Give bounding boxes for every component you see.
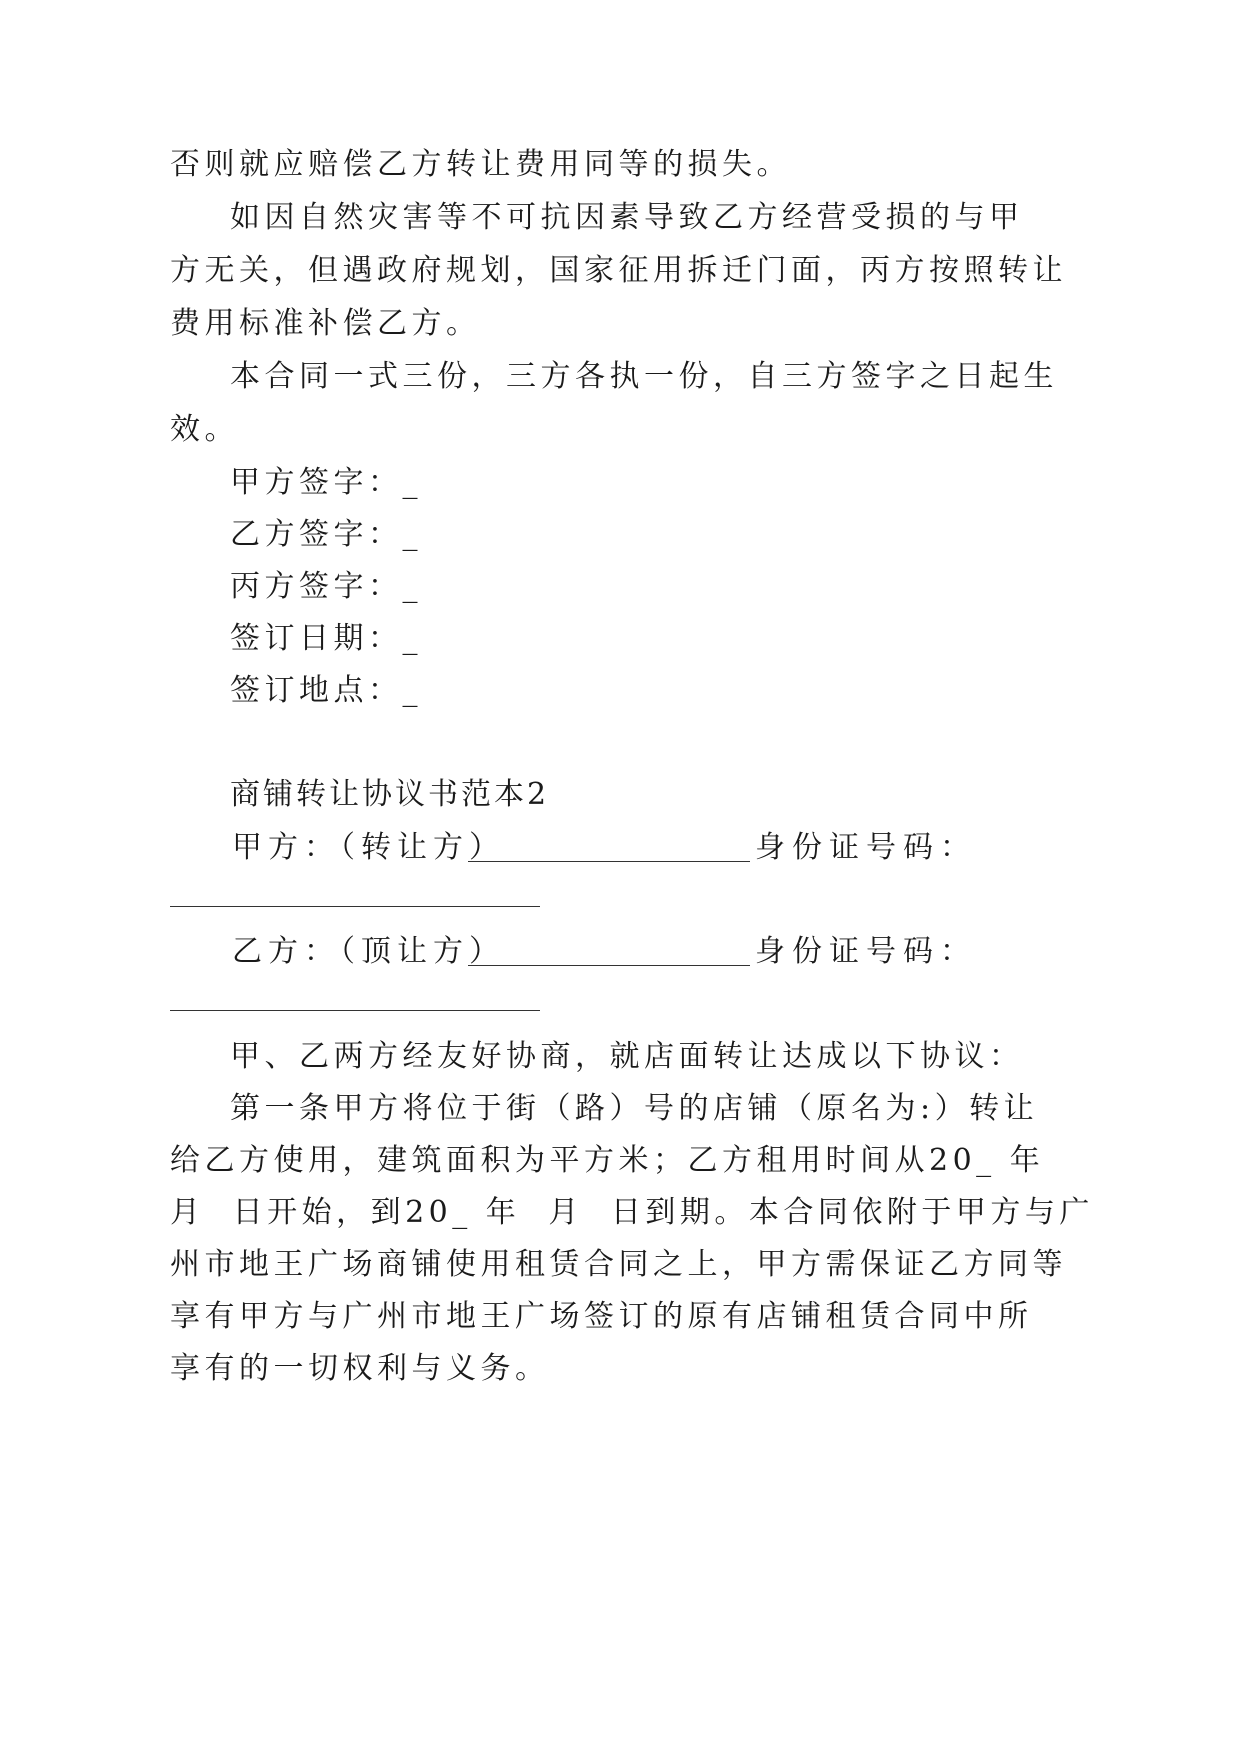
party-a-id-label: 身份证号码：	[755, 830, 977, 865]
paragraph-line: 州市地王广场商铺使用租赁合同之上，甲方需保证乙方同等	[170, 1247, 1067, 1282]
paragraph-line: 月 日开始，到20_ 年 月 日到期。本合同依附于甲方与广	[170, 1195, 1094, 1230]
paragraph-line: 甲、乙两方经友好协商，就店面转让达成以下协议：	[230, 1039, 1024, 1074]
party-b-label: 乙方：（顶让方）	[232, 934, 505, 969]
paragraph-line: 第一条甲方将位于街（路）号的店铺（原名为:）转让	[230, 1091, 1039, 1126]
party-b-name-blank	[468, 965, 750, 966]
signature-line-party-b: 乙方签字：_	[230, 517, 422, 552]
signature-line-party-a: 甲方签字：_	[230, 465, 422, 500]
paragraph-line: 给乙方使用，建筑面积为平方米；乙方租用时间从20_ 年	[170, 1143, 1045, 1178]
party-a-label: 甲方：（转让方）	[232, 830, 505, 865]
paragraph-line: 享有甲方与广州市地王广场签订的原有店铺租赁合同中所	[170, 1299, 1033, 1334]
signing-date-line: 签订日期：_	[230, 621, 422, 656]
paragraph-line: 如因自然灾害等不可抗因素导致乙方经营受损的与甲	[230, 200, 1024, 235]
party-b-id-blank	[170, 1010, 540, 1011]
paragraph-line: 方无关，但遇政府规划，国家征用拆迁门面，丙方按照转让	[170, 253, 1067, 288]
party-a-name-blank	[468, 861, 750, 862]
section-title: 商铺转让协议书范本2	[230, 777, 550, 812]
paragraph-line: 效。	[170, 412, 239, 447]
paragraph-line: 否则就应赔偿乙方转让费用同等的损失。	[170, 147, 791, 182]
party-a-id-blank	[170, 906, 540, 907]
paragraph-line: 本合同一式三份，三方各执一份，自三方签字之日起生	[230, 359, 1058, 394]
signing-place-line: 签订地点：_	[230, 673, 422, 708]
paragraph-line: 享有的一切权利与义务。	[170, 1351, 550, 1386]
paragraph-line: 费用标准补偿乙方。	[170, 306, 481, 341]
party-b-id-label: 身份证号码：	[755, 934, 977, 969]
signature-line-party-c: 丙方签字：_	[230, 569, 422, 604]
